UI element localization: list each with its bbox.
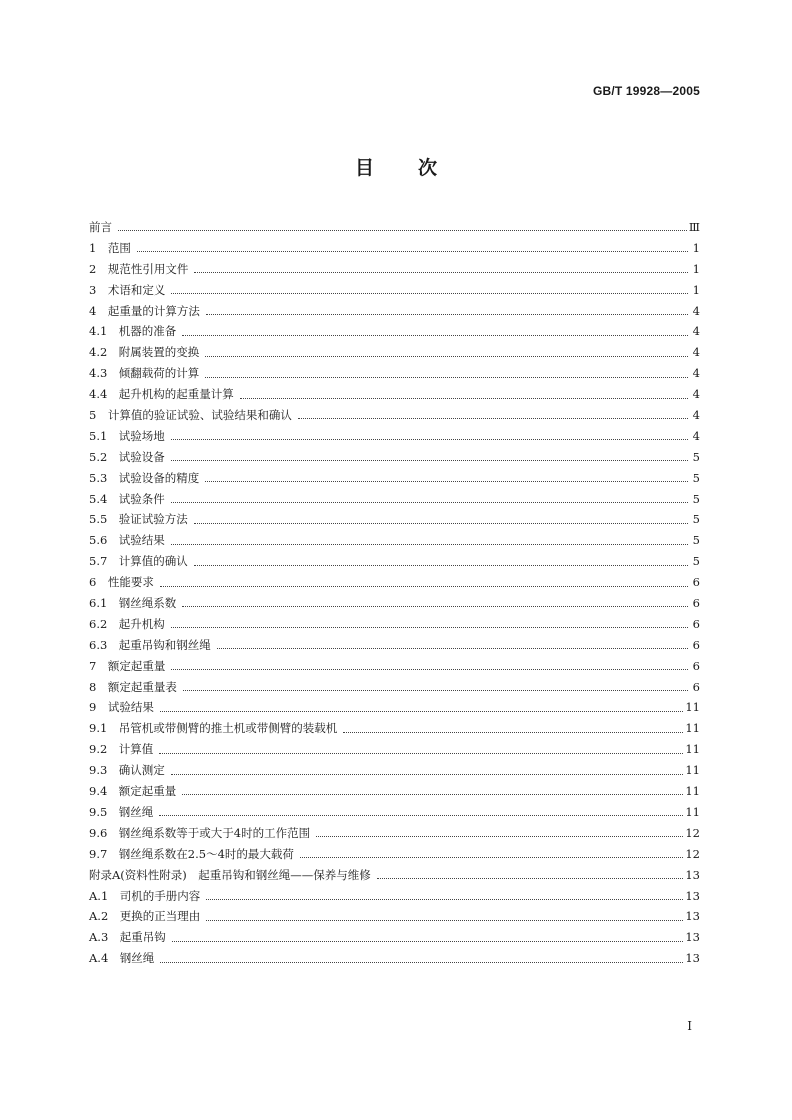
- toc-entry[interactable]: [89, 677, 700, 698]
- toc-leader-dots: [206, 313, 688, 315]
- toc-entry-page: 1: [692, 282, 700, 297]
- toc-entry-page: Ⅲ: [688, 220, 700, 234]
- toc-entry[interactable]: [89, 844, 700, 865]
- toc-entry[interactable]: [89, 886, 700, 907]
- toc-entry-page: 13: [685, 909, 700, 924]
- toc-entry[interactable]: [89, 823, 700, 844]
- toc-entry-label: 5.7 计算值的确认: [89, 554, 188, 569]
- toc-entry-page: 5: [692, 533, 700, 548]
- toc-entry-label: 8 额定起重量表: [89, 679, 177, 694]
- toc-entry[interactable]: [89, 906, 700, 927]
- toc-leader-dots: [182, 793, 683, 795]
- toc-leader-dots: [205, 355, 688, 357]
- toc-entry-label: 4.3 倾翻载荷的计算: [89, 366, 200, 381]
- toc-entry-page: 4: [692, 428, 700, 443]
- toc-leader-dots: [206, 919, 683, 921]
- toc-leader-dots: [171, 773, 684, 775]
- toc-entry[interactable]: [89, 760, 700, 781]
- toc-leader-dots: [377, 877, 684, 879]
- toc-leader-dots: [182, 605, 688, 607]
- toc-entry-page: 4: [692, 408, 700, 423]
- toc-entry-label: 9.3 确认测定: [89, 763, 165, 778]
- toc-entry[interactable]: [89, 468, 700, 489]
- toc-leader-dots: [171, 501, 688, 503]
- toc-leader-dots: [240, 397, 688, 399]
- toc-entry[interactable]: [89, 447, 700, 468]
- toc-leader-dots: [205, 480, 688, 482]
- toc-entry[interactable]: [89, 217, 700, 238]
- toc-leader-dots: [183, 689, 688, 691]
- toc-entry[interactable]: [89, 301, 700, 322]
- toc-entry-label: A.3 起重吊钩: [89, 930, 166, 945]
- toc-leader-dots: [171, 668, 688, 670]
- toc-entry-label: 3 术语和定义: [89, 282, 166, 297]
- toc-entry-page: 13: [685, 951, 700, 966]
- toc-entry[interactable]: [89, 342, 700, 363]
- toc-leader-dots: [171, 626, 688, 628]
- toc-entry-page: 6: [692, 575, 700, 590]
- toc-entry-page: 11: [685, 804, 700, 819]
- toc-entry[interactable]: [89, 405, 700, 426]
- toc-entry-label: 5.6 试验结果: [89, 533, 165, 548]
- toc-entry-label: 9 试验结果: [89, 700, 154, 715]
- toc-entry[interactable]: [89, 697, 700, 718]
- toc-entry[interactable]: [89, 927, 700, 948]
- toc-leader-dots: [160, 961, 683, 963]
- toc-entry[interactable]: [89, 718, 700, 739]
- toc-entry[interactable]: [89, 739, 700, 760]
- toc-entry[interactable]: [89, 363, 700, 384]
- toc-leader-dots: [298, 417, 688, 419]
- toc-leader-dots: [159, 814, 683, 816]
- toc-leader-dots: [194, 271, 688, 273]
- toc-entry-page: 11: [685, 742, 700, 757]
- toc-leader-dots: [217, 647, 688, 649]
- toc-entry-page: 5: [692, 512, 700, 527]
- toc-entry-page: 13: [685, 867, 700, 882]
- toc-leader-dots: [171, 459, 688, 461]
- toc-entry[interactable]: [89, 781, 700, 802]
- toc-leader-dots: [171, 292, 688, 294]
- toc-entry[interactable]: [89, 614, 700, 635]
- toc-entry-label: 附录A(资料性附录) 起重吊钩和钢丝绳——保养与维修: [89, 867, 371, 882]
- toc-entry-label: 7 额定起重量: [89, 658, 166, 673]
- toc-entry[interactable]: [89, 238, 700, 259]
- toc-leader-dots: [159, 752, 683, 754]
- toc-entry-page: 6: [692, 679, 700, 694]
- page-title: 目次: [354, 157, 481, 179]
- toc-entry-label: 9.6 钢丝绳系数等于或大于4时的工作范围: [89, 825, 311, 840]
- toc-entry-label: 4.1 机器的准备: [89, 324, 177, 339]
- toc-entry[interactable]: [89, 530, 700, 551]
- toc-entry-page: 4: [692, 303, 700, 318]
- toc-leader-dots: [194, 522, 688, 524]
- toc-entry-label: A.4 钢丝绳: [89, 951, 155, 966]
- toc-entry-page: 1: [692, 240, 700, 255]
- toc-entry[interactable]: [89, 593, 700, 614]
- toc-entry[interactable]: [89, 489, 700, 510]
- toc-entry-label: 4.4 起升机构的起重量计算: [89, 387, 234, 402]
- toc-entry[interactable]: [89, 948, 700, 969]
- toc-leader-dots: [160, 585, 688, 587]
- toc-entry-label: 前言: [89, 220, 112, 234]
- toc-entry-label: 9.4 额定起重量: [89, 784, 177, 799]
- toc-entry-label: 9.5 钢丝绳: [89, 804, 154, 819]
- toc-entry-label: 5.3 试验设备的精度: [89, 470, 200, 485]
- toc-entry[interactable]: [89, 426, 700, 447]
- toc-entry-page: 6: [692, 658, 700, 673]
- toc-leader-dots: [171, 438, 688, 440]
- page-number: I: [687, 1019, 692, 1033]
- toc-entry-label: A.2 更换的正当理由: [89, 909, 201, 924]
- toc-leader-dots: [137, 250, 688, 252]
- toc-entry-label: 1 范围: [89, 240, 131, 255]
- toc-leader-dots: [172, 940, 684, 942]
- toc-entry-label: 6 性能要求: [89, 575, 154, 590]
- toc-leader-dots: [171, 543, 688, 545]
- toc-entry-page: 1: [692, 261, 700, 276]
- toc-leader-dots: [205, 376, 688, 378]
- toc-entry[interactable]: [89, 321, 700, 342]
- toc-entry[interactable]: [89, 384, 700, 405]
- toc-entry-page: 12: [685, 825, 700, 840]
- toc-entry-page: 4: [692, 366, 700, 381]
- toc-entry-label: 9.1 吊管机或带侧臂的推土机或带侧臂的装载机: [89, 721, 338, 736]
- toc-entry-page: 11: [685, 700, 700, 715]
- toc-entry-label: A.1 司机的手册内容: [89, 888, 201, 903]
- toc-entry[interactable]: [89, 280, 700, 301]
- toc-entry-label: 5 计算值的验证试验、试验结果和确认: [89, 408, 292, 423]
- toc-entry-page: 12: [685, 846, 700, 861]
- toc-leader-dots: [194, 564, 688, 566]
- toc-entry-page: 13: [685, 888, 700, 903]
- toc-entry-label: 5.2 试验设备: [89, 449, 165, 464]
- toc-entry-label: 2 规范性引用文件: [89, 261, 189, 276]
- toc-entry-page: 6: [692, 616, 700, 631]
- toc-entry[interactable]: [89, 572, 700, 593]
- toc-entry[interactable]: [89, 259, 700, 280]
- toc-entry[interactable]: [89, 656, 700, 677]
- toc-entry-label: 9.7 钢丝绳系数在2.5～4时的最大载荷: [89, 846, 294, 861]
- toc-entry-page: 4: [692, 345, 700, 360]
- toc-entry-label: 6.1 钢丝绳系数: [89, 596, 177, 611]
- toc-leader-dots: [160, 710, 684, 712]
- toc-entry-page: 11: [685, 763, 700, 778]
- toc-leader-dots: [206, 898, 683, 900]
- toc-entry-label: 5.5 验证试验方法: [89, 512, 188, 527]
- toc-entry-label: 9.2 计算值: [89, 742, 154, 757]
- toc-entry-page: 11: [685, 784, 700, 799]
- toc-entry[interactable]: [89, 802, 700, 823]
- toc-entry-page: 5: [692, 491, 700, 506]
- toc-leader-dots: [300, 856, 683, 858]
- toc-leader-dots: [118, 229, 687, 231]
- toc-entry-page: 6: [692, 596, 700, 611]
- toc-entry[interactable]: [89, 551, 700, 572]
- toc-entry-label: 4.2 附属装置的变换: [89, 345, 200, 360]
- toc-entry-page: 6: [692, 637, 700, 652]
- toc-entry-label: 5.1 试验场地: [89, 428, 165, 443]
- standard-code: GB/T 19928—2005: [592, 84, 700, 98]
- toc-entry-page: 5: [692, 449, 700, 464]
- toc-leader-dots: [343, 731, 683, 733]
- toc-entry[interactable]: [89, 635, 700, 656]
- toc-entry-page: 4: [692, 324, 700, 339]
- toc-entry-page: 5: [692, 470, 700, 485]
- toc-leader-dots: [182, 334, 688, 336]
- toc-entry-page: 5: [692, 554, 700, 569]
- toc-entry-label: 6.3 起重吊钩和钢丝绳: [89, 637, 211, 652]
- toc-entry-label: 5.4 试验条件: [89, 491, 165, 506]
- toc-entry-page: 11: [685, 721, 700, 736]
- toc-entry-label: 4 起重量的计算方法: [89, 303, 200, 318]
- table-of-contents: [89, 217, 700, 969]
- toc-entry-page: 4: [692, 387, 700, 402]
- toc-entry-label: 6.2 起升机构: [89, 616, 165, 631]
- toc-entry-page: 13: [685, 930, 700, 945]
- toc-leader-dots: [316, 835, 683, 837]
- toc-entry[interactable]: [89, 509, 700, 530]
- toc-entry[interactable]: [89, 865, 700, 886]
